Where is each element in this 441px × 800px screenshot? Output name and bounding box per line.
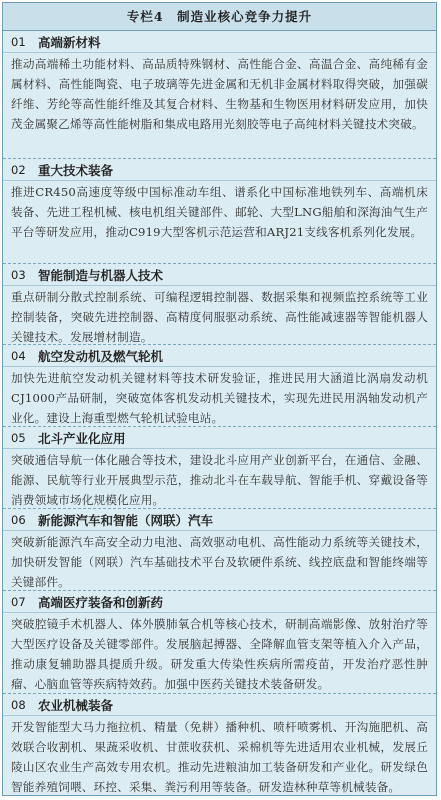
section-06 (3, 509, 436, 591)
section-07 (3, 591, 436, 694)
section-name: 高端新材料 (38, 34, 101, 50)
section-header (3, 31, 436, 53)
section-text: 开发智能型大马力拖拉机、精量（免耕）播种机、喷杆喷雾机、开沟施肥机、高效联合收割机、果蔬采收机、甘蔗收获机、采棉机等先进适用农业机械，发展丘陵山区农业生产高效专用农机。推动先进粮油加工装备研发和产业化。研发绿色智能养殖饲喂、环控、采集、粪污利用等装备。研发造林种草等机械装备。 (11, 720, 428, 794)
section-header (3, 509, 436, 531)
section-text: 推进CR450高速度等级中国标准动车组、谱系化中国标准地铁列车、高端机床装备、先进工程机械、核电机组关键部件、邮轮、大型LNG船舶和深海油气生产平台等研发应用，推动C919大型客机示范运营和ARJ21支线客机系列化发展。 (11, 185, 428, 239)
section-01 (3, 31, 436, 159)
section-name: 重大技术装备 (38, 162, 114, 178)
section-header (3, 427, 436, 449)
section-text: 突破通信导航一体化融合等技术，建设北斗应用产业创新平台，在通信、金融、能源、民航等行业开展典型示范，推动北斗在车载导航、智能手机、穿戴设备等消费领域市场化规模化应用。 (11, 453, 428, 507)
section-header (3, 159, 436, 181)
section-number: 07 (11, 594, 26, 609)
section-05 (3, 427, 436, 509)
section-text: 突破新能源汽车高安全动力电池、高效驱动电机、高性能动力系统等关键技术，加快研发智能（网联）汽车基础技术平台及软硬件系统、线控底盘和智能终端等关键部件。 (11, 535, 428, 589)
section-text: 突破腔镜手术机器人、体外膜肺氧合机等核心技术，研制高端影像、放射治疗等大型医疗设备及关键零部件。发展脑起搏器、全降解血管支架等植入介入产品，推动康复辅助器具提质升级。研发重大传染性疾病所需疫苗，开发治疗恶性肿瘤、心脑血管等疾病特效药。加强中医药关键技术装备研发。 (11, 617, 428, 691)
section-text: 重点研制分散式控制系统、可编程逻辑控制器、数据采集和视频监控系统等工业控制装备，突破先进控制器、高精度伺服驱动系统、高性能减速器等智能机器人关键技术。发展增材制造。 (11, 290, 428, 344)
section-number: 08 (11, 697, 26, 712)
section-header (3, 694, 436, 716)
section-number: 01 (11, 34, 26, 49)
section-name: 智能制造与机器人技术 (38, 267, 164, 283)
section-name: 高端医疗装备和创新药 (38, 594, 164, 610)
section-number: 02 (11, 162, 26, 177)
section-04 (3, 345, 436, 427)
box-title: 专栏4 制造业核心竞争力提升 (3, 3, 436, 31)
section-header (3, 345, 436, 367)
section-number: 03 (11, 267, 26, 282)
feature-box (2, 2, 437, 796)
section-number: 05 (11, 430, 26, 445)
section-header (3, 264, 436, 286)
section-text: 推动高端稀土功能材料、高品质特殊钢材、高性能合金、高温合金、高纯稀有金属材料、高性能陶瓷、电子玻璃等先进金属和无机非金属材料取得突破，加强碳纤维、芳纶等高性能纤维及其复合材料、生物基和生物医用材料研发应用，加快茂金属聚乙烯等高性能树脂和集成电路用光刻胶等电子高纯材料关键技术突破。 (11, 57, 428, 131)
section-text: 加快先进航空发动机关键材料等技术研发验证，推进民用大涵道比涡扇发动机CJ1000产品研制，突破宽体客机发动机关键技术，实现先进民用涡轴发动机产业化。建设上海重型燃气轮机试验电站。 (11, 371, 428, 425)
section-08 (3, 694, 436, 799)
section-name: 航空发动机及燃气轮机 (38, 348, 164, 364)
section-03 (3, 264, 436, 345)
section-name: 北斗产业化应用 (38, 430, 126, 446)
section-header (3, 591, 436, 613)
section-02 (3, 159, 436, 264)
section-name: 农业机械装备 (38, 697, 114, 713)
section-name: 新能源汽车和智能（网联）汽车 (38, 512, 214, 528)
section-number: 06 (11, 512, 26, 527)
section-number: 04 (11, 348, 26, 363)
